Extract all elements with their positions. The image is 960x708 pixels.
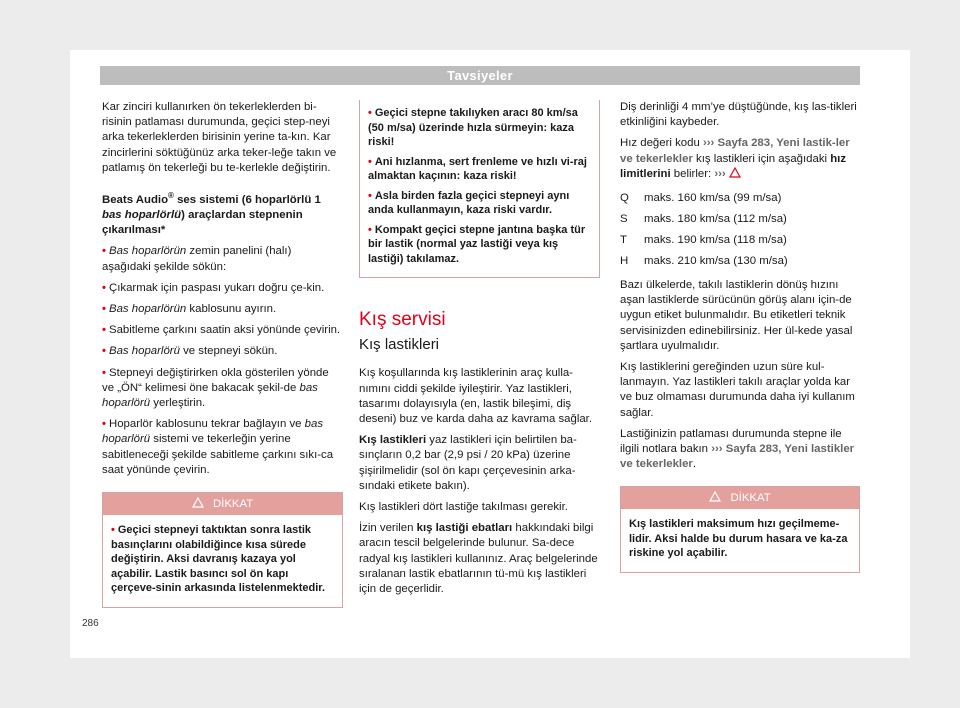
bullet-icon: • [102, 418, 106, 431]
table-row: S maks. 180 km/sa (112 m/sa) [620, 213, 787, 226]
warning-body: • Geçici stepneyi taktıktan sonra lastik basınçlarını olabildiğince kısa sürede değiştirin. Aksi davranış kazaya yol açabilir. Lastik basıncı sol ön kapı çerçeve-sinin arkasında listelenmektedir. [111, 524, 326, 595]
paragraph: Bazı ülkelerde, takılı lastiklerin dönüş hızını aşan lastiklerde sürücünün görüş alanı için-de uygun etiket bulunmalıdır. Bu etiketleri teknik servisinizden edinebilirsiniz. Her ül-kede yasal şartlara uyulmalıdır. [620, 279, 853, 352]
bullet-icon: • [368, 223, 372, 236]
section-heading: Beats Audio® ses sistemi (6 hoparlörlü 1 bas hoparlörlü) araçlardan stepnenin çıkarılması* [102, 191, 321, 237]
sub-title: Kış lastikleri [359, 336, 440, 354]
bullet-icon: • [102, 345, 106, 358]
column-1 [102, 100, 343, 608]
paragraph: Lastiğinizin patlaması durumunda stepne ile ilgili notlara bakın ››› Sayfa 283, Yeni lastikler ve tekerlekler. [620, 427, 855, 471]
section-title: Kış servisi [359, 309, 446, 330]
page-number: 286 [82, 618, 99, 629]
paragraph: Kış koşullarında kış lastiklerinin araç kulla-nımını ciddi şekilde iyileştirir. Yaz lastikleri, tasarımı dolayısıyla (en, lastik bileşimi, diş deseni) buz ve karda daha az kavrama sağlar. [359, 367, 593, 426]
paragraph: Kış lastikleri yaz lastikleri için belirtilen ba-sınçların 0,2 bar (2,9 psi / 20 kPa) üzerine şişirilmelidir (sol ön kapı çerçevesinin arka-sındaki etikete bakın). [359, 434, 577, 492]
bullet-icon: • [368, 189, 372, 202]
paragraph: Kış lastiklerini gereğinden uzun süre kul-lanmayın. Yaz lastikleri takılı araçlar yolda kar ve buz olmaması durumunda daha iyi kullanım sağlar. [620, 361, 855, 419]
table-row: H maks. 210 km/sa (130 m/sa) [620, 255, 788, 268]
list-item: • Çıkarmak için paspası yukarı doğru çe-kin. [102, 281, 325, 294]
paragraph: Hız değeri kodu ››› Sayfa 283, Yeni lastik-ler ve tekerlekler kış lastikleri için aşağıdaki hız limitlerini belirler: ››› [620, 136, 860, 182]
list-item: • Hoparlör kablosunu tekrar bağlayın ve bas hoparlörü sistemi ve tekerleğin yerine sabitleneceği şekilde sabitleme çarkını sıkı-ca saat yönünde çevirin. [102, 418, 334, 476]
warning-header: DİKKAT [103, 493, 342, 515]
paragraph: Kış lastikleri dört lastiğe takılması gerekir. [359, 501, 568, 514]
speed-limit-table [620, 188, 860, 272]
cross-reference-link[interactable]: Sayfa 283, Yeni lastik-ler ve tekerlekler [620, 137, 850, 165]
table-row: T maks. 190 km/sa (118 m/sa) [620, 234, 787, 247]
bullet-icon: • [102, 245, 106, 258]
cross-reference-link[interactable]: Sayfa 283, Yeni lastikler ve tekerlekler [620, 443, 855, 471]
intro-paragraph: Kar zinciri kullanırken ön tekerleklerden bi-risinin patlaması durumunda, geçici step-neyi arka tekerleklerden birisinin yerine ta-kın. Kar zincirlerini söktüğünüz arka teker-leğe takın ve patlamış ön tekerleği bu te-kerlekle değiştirin. [102, 101, 337, 174]
list-item: • Stepneyi değiştirirken okla gösterilen yönde ve „ÖN“ kelimesi öne bakacak şekil-de bas hoparlörü yerleştirin. [102, 366, 329, 410]
list-item: • Sabitleme çarkını saatin aksi yönünde çevirin. [102, 324, 341, 337]
warning-triangle-icon [192, 493, 204, 515]
list-item: • Bas hoparlörün zemin panelini (halı) aşağıdaki şekilde sökün: [102, 245, 292, 273]
bullet-icon: • [368, 155, 372, 168]
warning-header: DİKKAT [621, 487, 859, 509]
cross-reference-arrows: ››› [702, 137, 715, 150]
bullet-icon: • [102, 324, 106, 337]
warning-box [102, 492, 343, 608]
paragraph: Diş derinliği 4 mm’ye düştüğünde, kış las-tikleri etkinliğini kaybeder. [620, 101, 857, 129]
warning-triangle-icon [709, 487, 721, 509]
paragraph: İzin verilen kış lastiği ebatları hakkındaki bilgi aracın tescil belgelerinde bulunur. Sa-dece radyal kış lastikleri kullanınız. Araç belgelerinde sıralanan lastik ebatlarının tü-mü kış lastikleri için de geçerlidir. [359, 522, 598, 596]
warning-triangle-icon [729, 167, 741, 182]
warning-body: Kış lastikleri maksimum hızı geçilmeme-lidir. Aksi halde bu durum hasara ve ka-za riskine yol açabilir. [629, 518, 848, 560]
column-2 [359, 100, 600, 603]
warning-box-continued: • Geçici stepne takılıyken aracı 80 km/sa (50 m/sa) üzerinde hızla sürmeyin: kaza riski! • Ani hızlanma, sert frenleme ve hızlı vi-raj almaktan kaçının: kaza riski! • Asla birden fazla geçici stepneyi aynı anda kullanmayın, kaza riski vardır. • Kompakt geçici stepne jantına başka tür bir lastik (normal yaz lastiği veya kış lastiği) takılamaz. [359, 100, 600, 278]
bullet-icon: • [102, 303, 106, 316]
column-3 [620, 100, 860, 573]
page-header: Tavsiyeler [100, 66, 860, 85]
bullet-icon: • [102, 281, 106, 294]
list-item: • Bas hoparlörü ve stepneyi sökün. [102, 345, 278, 358]
warning-box [620, 486, 860, 573]
table-row: Q maks. 160 km/sa (99 m/sa) [620, 192, 782, 205]
bullet-icon: • [368, 107, 372, 119]
bullet-icon: • [102, 366, 106, 379]
list-item: • Bas hoparlörün kablosunu ayırın. [102, 303, 277, 316]
bullet-icon: • [111, 524, 115, 537]
